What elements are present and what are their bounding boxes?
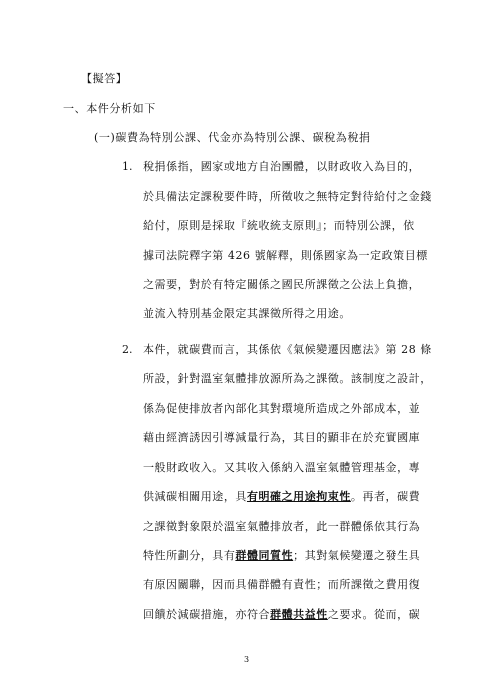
item2-line: 有原因關聯，因而具備群體有責性；而所課徵之費用復 (143, 578, 421, 591)
item1-line: 給付，原則是採取『統收統支原則』；而特別公課，依 (143, 219, 415, 232)
item2-text: 回饋於減碳措施，亦符合 (143, 608, 271, 621)
item2-line: 之課徵對象限於溫室氣體排放者，此一群體係依其行為 (143, 520, 421, 533)
item1-line: 之需要，對於有特定關係之國民所課徵之公法上負擔， (143, 278, 421, 291)
section-heading: 一、本件分析如下 (63, 102, 156, 115)
item2-text: 之要求。從而，碳 (327, 608, 421, 621)
item2-text: 。再者，碳費 (350, 490, 421, 503)
item2-line: 本件，就碳費而言，其係依《氣候變遷因應法》第 28 條 (143, 343, 432, 356)
item-number-2: 2. (122, 343, 133, 356)
item2-text: 供減碳相關用途，具 (143, 490, 247, 503)
item2-line (143, 490, 443, 503)
item1-line: 並流入特別基金限定其課徵所得之用途。 (143, 307, 351, 320)
answer-heading: 【擬答】 (81, 72, 128, 85)
item2-text: 特性所劃分，具有 (143, 549, 236, 562)
item1-line: 稅捐係指，國家或地方自治團體，以財政收入為目的， (143, 160, 421, 173)
item1-line: 於具備法定課稅要件時，所徵收之無特定對待給付之金錢 (143, 190, 432, 203)
item2-line: 所設，針對溫室氣體排放源所為之課徵。該制度之設計， (143, 372, 432, 385)
item2-line: 一般財政收入。又其收入係納入溫室氣體管理基金，專 (143, 461, 421, 474)
page-number: 3 (244, 655, 250, 664)
item1-line: 據司法院釋字第 426 號解釋，則係國家為一定政策目標 (143, 249, 428, 262)
subsection-heading: (一)碳費為特別公課、代金亦為特別公課、碳稅為稅捐 (94, 131, 371, 144)
item2-text: ；其對氣候變遷之發生具 (293, 549, 421, 562)
emphasis-text: 群體共益性 (270, 608, 328, 621)
item-number-1: 1. (122, 160, 133, 173)
item2-line: 藉由經濟誘因引導減量行為，其目的顯非在於充實國庫 (143, 431, 421, 444)
item2-line: 係為促使排放者內部化其對環境所造成之外部成本，並 (143, 402, 421, 415)
item2-line (143, 549, 443, 562)
item2-line (143, 608, 443, 621)
emphasis-text: 群體同質性 (235, 549, 294, 562)
emphasis-text: 有明確之用途拘束性 (246, 490, 351, 503)
